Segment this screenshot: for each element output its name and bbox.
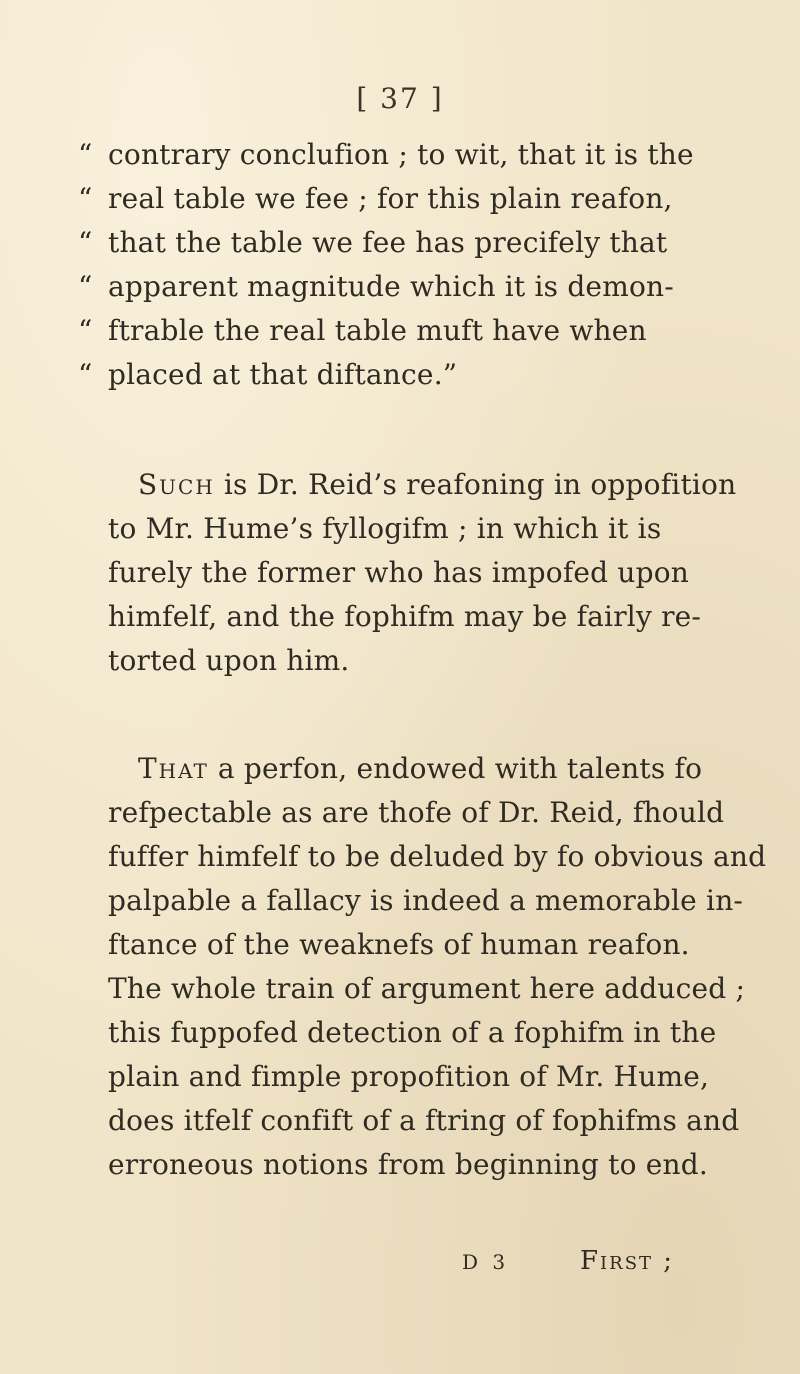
paragraph-2-text: plain and fimple propofition of Mr. Hume, [108,1060,710,1093]
paragraph-2-text: ftance of the weaknefs of human reafon. [108,928,690,961]
paragraph-2-line-7 [108,1011,728,1055]
quote-mark: “ [78,314,93,347]
quote-mark: “ [78,226,93,259]
quote-mark: “ [78,270,93,303]
page-number: [ 37 ] [356,82,444,115]
quote-text: apparent magnitude which it is demon- [108,270,674,303]
page-footer [0,1246,800,1286]
paragraph-2-line-8 [108,1055,728,1099]
quote-text: contrary conclufion ; to wit, that it is the [108,138,694,171]
paragraph-2-line-5 [108,923,728,967]
paragraph-1-text: himfelf, and the fophifm may be fairly re- [108,600,702,633]
paragraph-2-text: this fuppofed detection of a fophifm in the [108,1016,717,1049]
quote-text: placed at that diftance.” [108,358,458,391]
paragraph-2-text: fuffer himfelf to be deluded by fo obvious and [108,840,767,873]
quote-mark: “ [78,358,93,391]
paragraph-2-line-9 [108,1099,740,1143]
quote-line-5 [78,309,728,353]
paragraph-2-line-6 [108,967,746,1011]
paragraph-2-line-1 [138,747,758,791]
paragraph-2-text: The whole train of argument here adduced ; [108,972,746,1005]
quote-line-4 [78,265,728,309]
paragraph-1-text: torted upon him. [108,644,350,677]
quote-mark: “ [78,138,93,171]
paragraph-2-text: does itfelf confift of a ftring of fophifms and [108,1104,740,1137]
paragraph-2-line-10 [108,1143,728,1187]
quote-line-1 [78,133,728,177]
quote-mark: “ [78,182,93,215]
paragraph-1-lead: Such [138,468,215,501]
paragraph-1-line-1 [138,463,758,507]
quote-text: real table we fee ; for this plain reafon, [108,182,673,215]
paragraph-2-text: palpable a fallacy is indeed a memorable in- [108,884,744,917]
paragraph-2-line-2 [108,791,728,835]
paragraph-2-line-4 [108,879,744,923]
catchword: First ; [580,1246,675,1276]
paragraph-1-text: furely the former who has impofed upon [108,556,690,589]
paragraph-1-text: to Mr. Hume’s fyllogifm ; in which it is [108,512,662,545]
paragraph-1-text: is Dr. Reid’s reafoning in oppofition [214,468,737,501]
quote-text: ftrable the real table muft have when [108,314,647,347]
paragraph-2-lead: That [138,752,209,785]
paragraph-1-line-5 [108,639,728,683]
paragraph-1-line-2 [108,507,728,551]
paragraph-2-text: erroneous notions from beginning to end. [108,1148,708,1181]
paragraph-1-line-4 [108,595,728,639]
quote-text: that the table we fee has precifely that [108,226,668,259]
paragraph-1-line-3 [108,551,728,595]
paragraph-2-text: refpectable as are thofe of Dr. Reid, fhould [108,796,725,829]
signature-mark: D 3 [462,1250,510,1274]
quote-line-2 [78,177,728,221]
quote-line-3 [78,221,728,265]
quote-line-6 [78,353,728,397]
paragraph-2-line-3 [108,835,767,879]
paragraph-2-text: a perfon, endowed with talents fo [208,752,703,785]
